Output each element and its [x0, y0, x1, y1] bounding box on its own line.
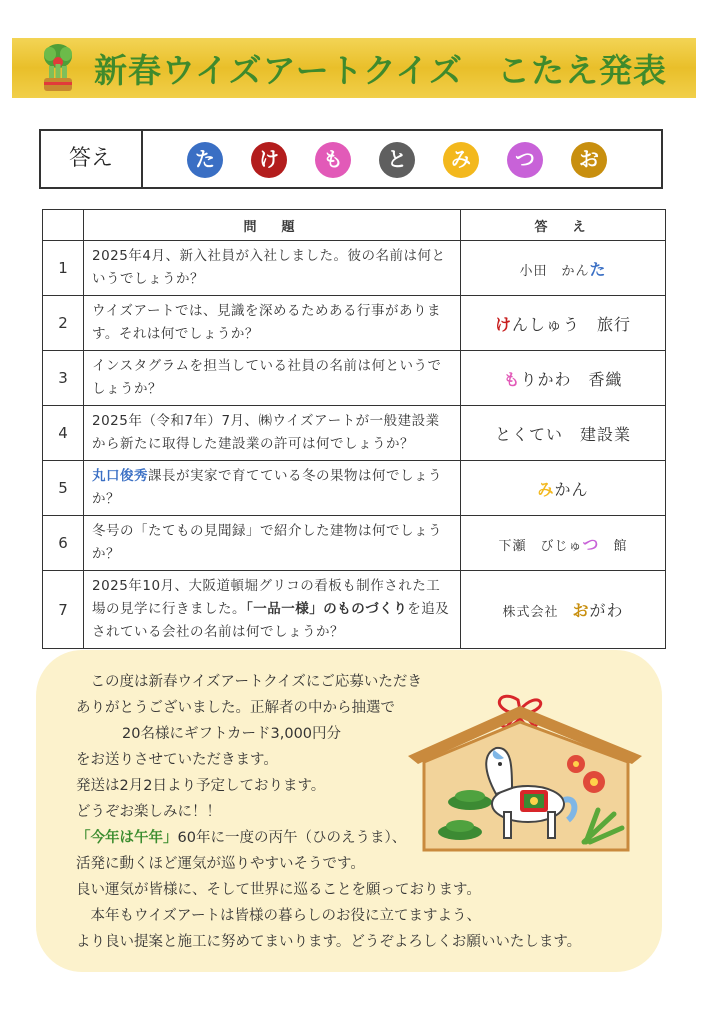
kadomatsu-icon [34, 42, 82, 94]
quiz-table [42, 209, 666, 649]
message-line: より良い提案と施工に努めてまいります。どうぞよろしくお願いいたします。 [76, 934, 582, 950]
answer-char-circle: と [379, 142, 415, 178]
row-number: 2 [43, 296, 84, 351]
row-number: 7 [43, 571, 84, 649]
header-answer: 答 え [461, 210, 666, 241]
table-row [43, 461, 666, 516]
message-line: 20名様にギフトカード3,000円分 [122, 726, 342, 742]
table-row [43, 241, 666, 296]
answer-pre: 株式会社 [502, 605, 573, 620]
message-line: ありがとうございました。正解者の中から抽選で [76, 700, 395, 716]
table-row [43, 351, 666, 406]
answer-pre: 小田 かん [519, 263, 590, 279]
row-number: 5 [43, 461, 84, 516]
row-number: 6 [43, 516, 84, 571]
message-line [76, 826, 406, 847]
message-line: 発送は2月2日より予定しております。 [76, 778, 326, 794]
row-answer [461, 516, 666, 571]
answer-pre: 下瀬 びじゅ [498, 538, 583, 554]
answer-post: がわ [589, 601, 624, 620]
answer-key-char: つ [582, 534, 600, 554]
answer-char-circle: け [251, 142, 287, 178]
table-header-row [43, 210, 666, 241]
header-question: 問 題 [84, 210, 461, 241]
ema-horse-illustration [408, 692, 648, 852]
row-answer [461, 296, 666, 351]
question-bold: 「一品一様」のものづくり [246, 601, 408, 617]
page-title: 新春ウイズアートクイズ こたえ発表 [94, 51, 668, 90]
row-number: 4 [43, 406, 84, 461]
answer-char-circle: み [443, 142, 479, 178]
row-answer [461, 571, 666, 649]
answer-post: くてい 建設業 [512, 424, 632, 444]
message-line: 本年もウイズアートは皆様の暮らしのお役に立てますよう、 [76, 908, 481, 924]
answer-key-char: み [537, 479, 555, 499]
answer-post: かん [554, 479, 589, 499]
answer-post: んしゅう 旅行 [512, 314, 632, 334]
answer-label: 答え [41, 131, 143, 187]
message-line: どうぞお楽しみに！！ [76, 804, 221, 820]
row-number: 1 [43, 241, 84, 296]
row-answer [461, 406, 666, 461]
row-answer [461, 241, 666, 296]
answer-post: りかわ 香織 [520, 369, 623, 389]
message-text: 60年に一度の丙午（ひのえうま）、 [177, 830, 407, 846]
answer-char-circle: つ [507, 142, 543, 178]
message-line: 良い運気が皆様に、そして世界に巡ることを願っております。 [76, 882, 481, 898]
answer-char-circle: た [187, 142, 223, 178]
row-question: インスタグラムを担当している社員の名前は何というでしょうか？ [84, 351, 461, 406]
table-row [43, 516, 666, 571]
row-question: 冬号の「たてもの見聞録」で紹介した建物は何でしょうか？ [84, 516, 461, 571]
answer-key-char: も [503, 369, 521, 389]
answer-char-circle: も [315, 142, 351, 178]
row-question: 2025年4月、新入社員が入社しました。彼の名前は何というでしょうか？ [84, 241, 461, 296]
table-row [43, 406, 666, 461]
row-number: 3 [43, 351, 84, 406]
question-text-a: 2025年10月、大阪道頓堀グリコの看板も制作された工場の見学に行きました。 [92, 578, 441, 617]
message-line: をお送りさせていただきます。 [76, 752, 278, 768]
row-question: 2025年（令和7年）7月、㈱ウイズアートが一般建設業から新たに取得した建設業の許可は何でしょうか？ [84, 406, 461, 461]
question-text: 課長が実家で育てている冬の果物は何でしょうか？ [92, 468, 442, 507]
highlight-name: 丸口俊秀 [92, 468, 148, 484]
row-question [84, 461, 461, 516]
title-banner [12, 38, 696, 98]
answer-key-char: け [494, 314, 512, 334]
row-question: ウイズアートでは、見識を深めるためある行事があります。それは何でしょうか？ [84, 296, 461, 351]
row-answer [461, 351, 666, 406]
table-row [43, 571, 666, 649]
answer-post: 館 [599, 538, 628, 554]
answer-key-char: お [572, 601, 590, 620]
answer-key-char: と [494, 424, 512, 444]
answer-key-char: た [589, 259, 607, 279]
answer-box [39, 129, 663, 189]
answer-char-circle: お [571, 142, 607, 178]
question-text-b: を追及されている会社の名前は何でしょうか？ [92, 601, 450, 640]
row-question [84, 571, 461, 649]
header-num [43, 210, 84, 241]
message-line: この度は新春ウイズアートクイズにご応募いただき [76, 674, 422, 690]
message-line: 活発に動くほど運気が巡りやすいそうです。 [76, 856, 365, 872]
row-answer [461, 461, 666, 516]
message-highlight: 「今年は午年」 [76, 830, 178, 846]
table-row [43, 296, 666, 351]
